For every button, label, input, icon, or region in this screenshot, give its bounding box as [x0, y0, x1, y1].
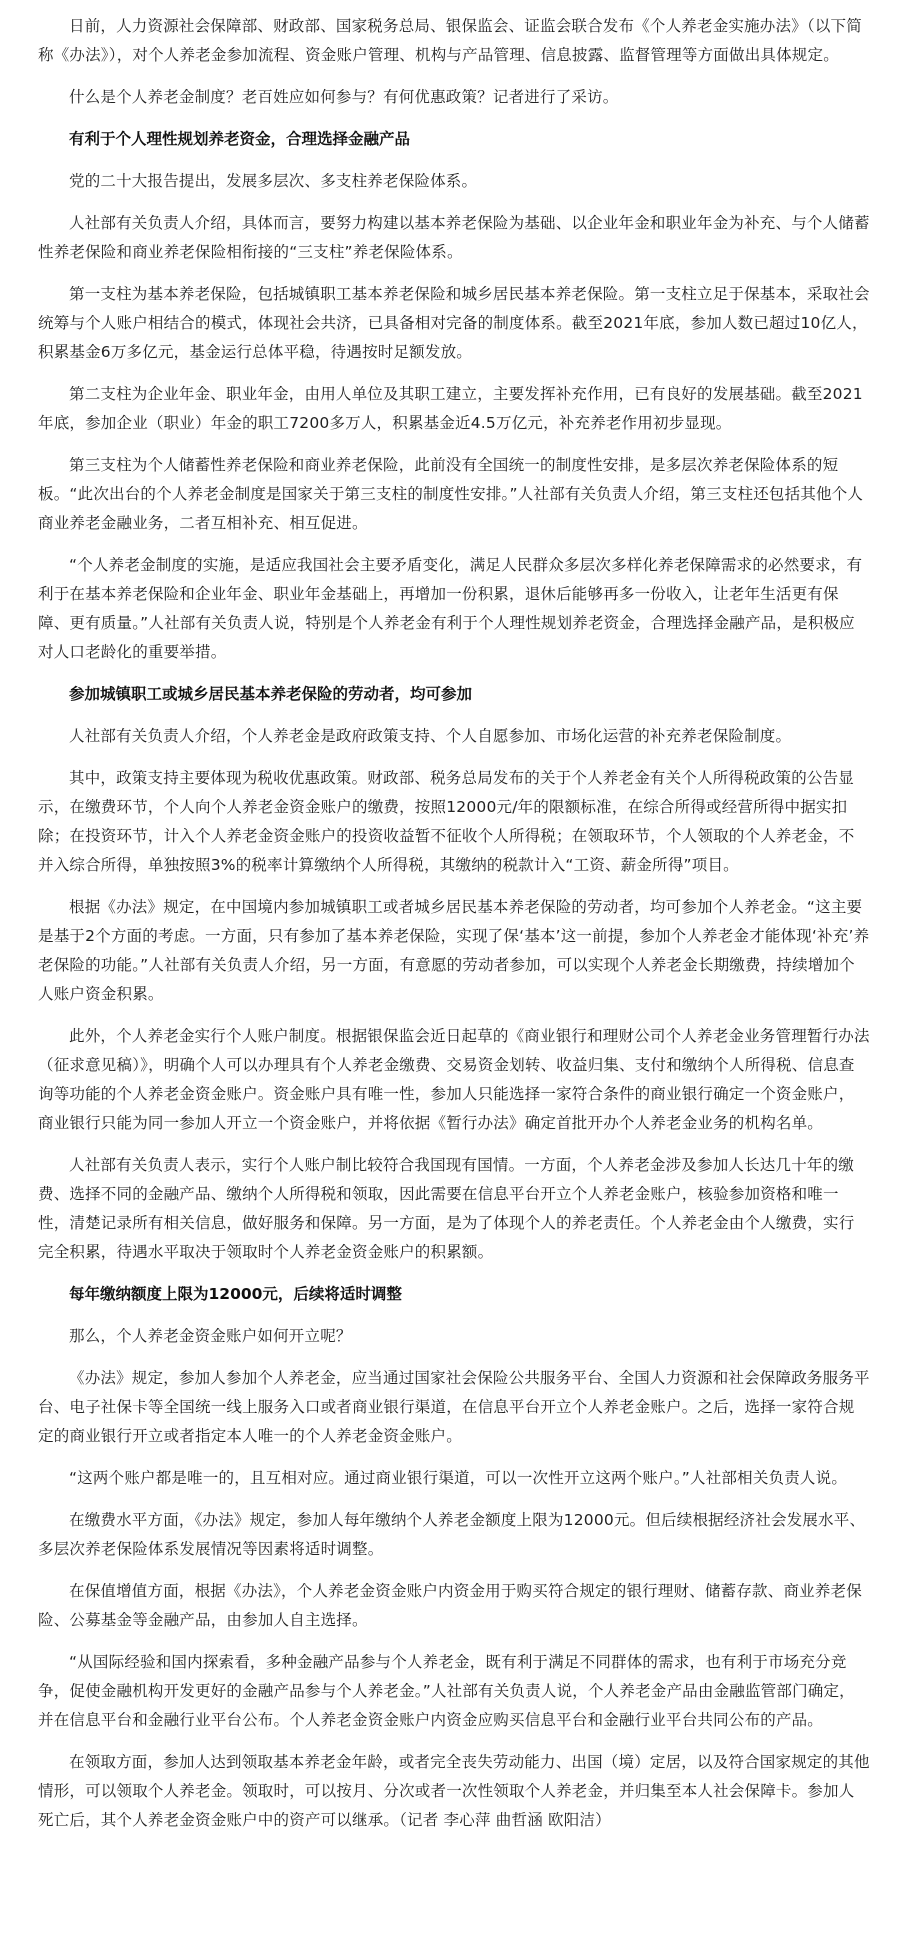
- article-paragraph: 在保值增值方面，根据《办法》，个人养老金资金账户内资金用于购买符合规定的银行理财、储蓄存款、商业养老保险、公募基金等金融产品，由参加人自主选择。: [38, 1582, 862, 1629]
- article-paragraph: 日前，人力资源社会保障部、财政部、国家税务总局、银保监会、证监会联合发布《个人养老金实施办法》（以下简称《办法》），对个人养老金参加流程、资金账户管理、机构与产品管理、信息披露、监督管理等方面做出具体规定。: [38, 17, 862, 64]
- article-paragraph: 人社部有关负责人表示，实行个人账户制比较符合我国现有国情。一方面，个人养老金涉及参加人长达几十年的缴费、选择不同的金融产品、缴纳个人所得税和领取，因此需要在信息平台开立个人养老金账户，核验参加资格和唯一性，清楚记录所有相关信息，做好服务和保障。另一方面，是为了体现个人的养老责任。个人养老金由个人缴费，实行完全积累，待遇水平取决于领取时个人养老金资金账户的积累额。: [38, 1156, 855, 1261]
- article-paragraph: 第二支柱为企业年金、职业年金，由用人单位及其职工建立，主要发挥补充作用，已有良好的发展基础。截至2021年底，参加企业（职业）年金的职工7200多万人，积累基金近4.5万亿元，补充养老作用初步显现。: [38, 385, 863, 432]
- article-paragraph: 人社部有关负责人介绍，具体而言，要努力构建以基本养老保险为基础、以企业年金和职业年金为补充、与个人储蓄性养老保险和商业养老保险相衔接的“三支柱”养老保险体系。: [38, 214, 870, 261]
- section-heading: 有利于个人理性规划养老资金，合理选择金融产品: [69, 130, 411, 148]
- article-paragraph: 第一支柱为基本养老保险，包括城镇职工基本养老保险和城乡居民基本养老保险。第一支柱立足于保基本，采取社会统筹与个人账户相结合的模式，体现社会共济，已具备相对完备的制度体系。截至2021年底，参加人数已超过10亿人，积累基金6万多亿元，基金运行总体平稳，待遇按时足额发放。: [38, 285, 870, 361]
- section-heading: 每年缴纳额度上限为12000元，后续将适时调整: [69, 1285, 402, 1303]
- article-paragraph: 在领取方面，参加人达到领取基本养老金年龄，或者完全丧失劳动能力、出国（境）定居，以及符合国家规定的其他情形，可以领取个人养老金。领取时，可以按月、分次或者一次性领取个人养老金，并归集至本人社会保障卡。参加人死亡后，其个人养老金资金账户中的资产可以继承。（记者 李心萍 曲哲涵 欧阳洁）: [38, 1753, 870, 1829]
- article-paragraph: “这两个账户都是唯一的，且互相对应。通过商业银行渠道，可以一次性开立这两个账户。”人社部相关负责人说。: [69, 1469, 848, 1487]
- article-paragraph: “从国际经验和国内探索看，多种金融产品参与个人养老金，既有利于满足不同群体的需求，也有利于市场充分竞争，促使金融机构开发更好的金融产品参与个人养老金。”人社部有关负责人说，个人养老金产品由金融监管部门确定，并在信息平台和金融行业平台公布。个人养老金资金账户内资金应购买信息平台和金融行业平台共同公布的产品。: [38, 1653, 855, 1729]
- article-paragraph: 那么，个人养老金资金账户如何开立呢？: [69, 1327, 352, 1345]
- article-paragraph: 党的二十大报告提出，发展多层次、多支柱养老保险体系。: [69, 172, 478, 190]
- article-paragraph: 根据《办法》规定，在中国境内参加城镇职工或者城乡居民基本养老保险的劳动者，均可参加个人养老金。“这主要是基于2个方面的考虑。一方面，只有参加了基本养老保险，实现了保‘基本’这一前提，参加个人养老金才能体现‘补充’养老保险的功能。”人社部有关负责人介绍，另一方面，有意愿的劳动者参加，可以实现个人养老金长期缴费，持续增加个人账户资金积累。: [38, 898, 870, 1003]
- section-heading: 参加城镇职工或城乡居民基本养老保险的劳动者，均可参加: [69, 685, 473, 703]
- article-paragraph: 此外，个人养老金实行个人账户制度。根据银保监会近日起草的《商业银行和理财公司个人养老金业务管理暂行办法（征求意见稿）》，明确个人可以办理具有个人养老金缴费、交易资金划转、收益归集、支付和缴纳个人所得税、信息查询等功能的个人养老金资金账户。资金账户具有唯一性，参加人只能选择一家符合条件的商业银行确定一个资金账户，商业银行只能为同一参加人开立一个资金账户，并将依据《暂行办法》确定首批开办个人养老金业务的机构名单。: [38, 1027, 870, 1132]
- article-paragraph: 人社部有关负责人介绍，个人养老金是政府政策支持、个人自愿参加、市场化运营的补充养老保险制度。: [69, 727, 792, 745]
- article-paragraph: “个人养老金制度的实施，是适应我国社会主要矛盾变化，满足人民群众多层次多样化养老保障需求的必然要求，有利于在基本养老保险和企业年金、职业年金基础上，再增加一份积累，退休后能够再多一份收入，让老年生活更有保障、更有质量。”人社部有关负责人说，特别是个人养老金有利于个人理性规划养老资金，合理选择金融产品，是积极应对人口老龄化的重要举措。: [38, 556, 863, 661]
- article-paragraph: 第三支柱为个人储蓄性养老保险和商业养老保险，此前没有全国统一的制度性安排，是多层次养老保险体系的短板。“此次出台的个人养老金制度是国家关于第三支柱的制度性安排。”人社部有关负责人介绍，第三支柱还包括其他个人商业养老金融业务，二者互相补充、相互促进。: [38, 456, 864, 532]
- article-paragraph: 其中，政策支持主要体现为税收优惠政策。财政部、税务总局发布的关于个人养老金有关个人所得税政策的公告显示，在缴费环节，个人向个人养老金资金账户的缴费，按照12000元/年的限额标准，在综合所得或经营所得中据实扣除；在投资环节，计入个人养老金资金账户的投资收益暂不征收个人所得税；在领取环节，个人领取的个人养老金，不并入综合所得，单独按照3%的税率计算缴纳个人所得税，其缴纳的税款计入“工资、薪金所得”项目。: [38, 769, 855, 874]
- article-paragraph: 在缴费水平方面，《办法》规定，参加人每年缴纳个人养老金额度上限为12000元。但后续根据经济社会发展水平、多层次养老保险体系发展情况等因素将适时调整。: [38, 1511, 866, 1558]
- article-paragraph: 什么是个人养老金制度？老百姓应如何参与？有何优惠政策？记者进行了采访。: [69, 88, 619, 106]
- article-paragraph: 《办法》规定，参加人参加个人养老金，应当通过国家社会保险公共服务平台、全国人力资源和社会保障政务服务平台、电子社保卡等全国统一线上服务入口或者商业银行渠道，在信息平台开立个人养老金账户。之后，选择一家符合规定的商业银行开立或者指定本人唯一的个人养老金资金账户。: [38, 1369, 870, 1445]
